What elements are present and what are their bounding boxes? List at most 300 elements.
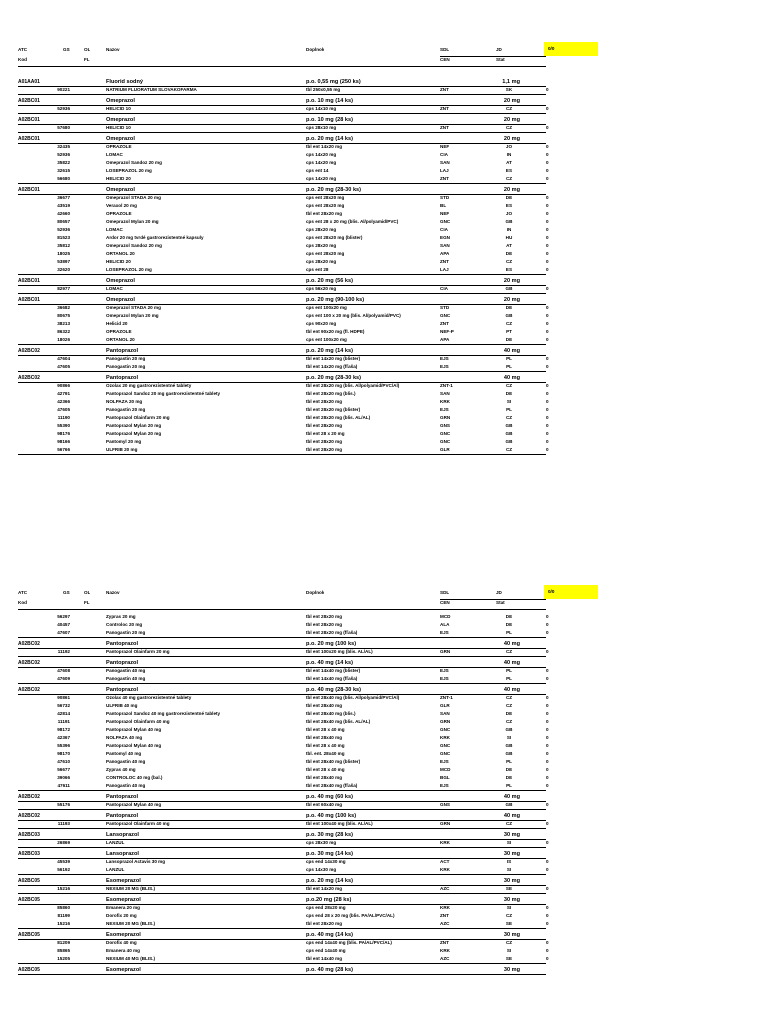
flag-value: 0	[546, 940, 549, 945]
flag-value: 0	[546, 305, 549, 310]
holder-code: AZC	[440, 956, 450, 961]
flag-value: 0	[546, 243, 549, 248]
flag-value: 0	[546, 956, 549, 961]
product-row	[0, 912, 768, 920]
daily-dose: 40 mg	[503, 813, 520, 819]
flag-value: 0	[546, 695, 549, 700]
product-code: 42791	[57, 391, 70, 396]
product-code: 42366	[57, 399, 70, 404]
product-row	[0, 430, 768, 438]
product-name: LANZUL	[106, 867, 125, 872]
product-row	[0, 750, 768, 758]
country-code: GB	[505, 219, 513, 224]
product-name: HELICID 10	[106, 106, 131, 111]
atc-code: A02BC01	[18, 98, 40, 104]
product-row	[0, 328, 768, 336]
product-row	[0, 820, 768, 828]
product-row	[0, 422, 768, 430]
flag-value: 0	[546, 859, 549, 864]
holder-code: CIA	[440, 286, 448, 291]
product-row	[0, 774, 768, 782]
product-code: 38213	[57, 321, 70, 326]
atc-code: A02BC05	[18, 878, 40, 884]
flag-value: 0	[546, 921, 549, 926]
package-info: cps ent 100x20 mg	[306, 337, 347, 342]
dosage-info: p.o. 40 mg (14 ks)	[306, 932, 353, 938]
flag-value: 0	[546, 211, 549, 216]
holder-code: GRN	[440, 649, 451, 654]
holder-code: GNC	[440, 431, 451, 436]
product-row	[0, 766, 768, 774]
sdl-header: SDL	[440, 47, 450, 52]
holder-code: ZNT	[440, 176, 449, 181]
country-code: CZ	[505, 106, 513, 111]
daily-dose: 40 mg	[503, 687, 520, 693]
dosage-info: p.o. 40 mg (14 ks)	[306, 660, 353, 666]
package-info: tbl ent 28x20 mg	[306, 399, 342, 404]
holder-code: GLR	[440, 703, 450, 708]
holder-code: SAN	[440, 711, 450, 716]
flag-value: 0	[546, 840, 549, 845]
package-info: tbl ent 100x40 mg (blis. AL/AL)	[306, 821, 373, 826]
product-name: Pantomyl 20 mg	[106, 439, 142, 444]
country-code: SI	[506, 867, 512, 872]
flag-value: 0	[546, 125, 549, 130]
product-row	[0, 250, 768, 258]
country-code: CZ	[505, 176, 513, 181]
product-row	[0, 858, 768, 866]
kod-header: Kod	[18, 600, 27, 605]
product-row	[0, 143, 768, 151]
holder-code: NEF	[440, 211, 450, 216]
holder-code: GNC	[440, 751, 451, 756]
product-name: Pantoprazol Olainfarm 40 mg	[106, 719, 170, 724]
product-code: 47605	[57, 407, 70, 412]
product-row	[0, 866, 768, 874]
product-name: NOLPAZA 40 mg	[106, 735, 143, 740]
stat-header: Stat	[496, 600, 505, 605]
dosage-info: p.o. 20 mg (28-30 ks)	[306, 187, 362, 193]
daily-dose: 30 mg	[503, 932, 520, 938]
country-code: DE	[505, 711, 513, 716]
country-code: SI	[506, 399, 512, 404]
package-info: tbl ent 28x20 mg (blister)	[306, 407, 361, 412]
daily-dose: 30 mg	[503, 897, 520, 903]
holder-code: KRK	[440, 948, 450, 953]
product-code: 47607	[57, 630, 70, 635]
dosage-info: p.o. 10 mg (14 ks)	[306, 98, 353, 104]
group-end-divider	[18, 656, 546, 657]
product-name: Emanera 20 mg	[106, 905, 140, 910]
product-row	[0, 167, 768, 175]
substance-name: Lansoprazol	[106, 851, 139, 857]
divider	[440, 56, 546, 57]
daily-dose: 40 mg	[503, 348, 520, 354]
group-header-row	[0, 659, 768, 667]
flag-value: 0	[546, 219, 549, 224]
product-code: 81199	[57, 913, 70, 918]
product-row	[0, 336, 768, 344]
package-info: tbl ent 28x20 mg (fľaša)	[306, 630, 358, 635]
product-name: Zypras 20 mg	[106, 614, 136, 619]
package-info: tbl ent 28x20 mg	[306, 439, 342, 444]
product-row	[0, 801, 768, 809]
flag-value: 0	[546, 364, 549, 369]
holder-code: KRK	[440, 867, 450, 872]
package-info: tbl ent 28x20 mg	[306, 423, 342, 428]
package-info: cps ent 28x20 mg	[306, 251, 345, 256]
holder-code: EJS	[440, 407, 449, 412]
flag-value: 0	[546, 719, 549, 724]
country-code: PL	[506, 759, 512, 764]
product-code: 39066	[57, 775, 70, 780]
group-end-divider	[18, 183, 546, 184]
country-code: JO	[505, 211, 513, 216]
country-code: CZ	[505, 821, 513, 826]
product-name: Pantoprazol Mylan 20 mg	[106, 431, 162, 436]
product-name: Panogastin 40 mg	[106, 783, 146, 788]
country-code: SE	[505, 921, 513, 926]
country-code: SK	[505, 87, 513, 92]
substance-name: Pantoprazol	[106, 375, 139, 381]
daily-dose: 30 mg	[503, 967, 520, 973]
product-row	[0, 194, 768, 202]
country-code: PT	[506, 329, 512, 334]
product-name: Dorofix 40 mg	[106, 940, 137, 945]
flag-value: 0	[546, 329, 549, 334]
product-code: 36682	[57, 305, 70, 310]
flag-value: 0	[546, 337, 549, 342]
holder-code: AZC	[440, 921, 450, 926]
holder-code: GNC	[440, 219, 451, 224]
product-row	[0, 446, 768, 454]
package-info: tbl ent 28x20 mg	[306, 447, 342, 452]
product-row	[0, 718, 768, 726]
product-name: NOLPAZA 20 mg	[106, 399, 143, 404]
country-code: IN	[506, 227, 512, 232]
holder-code: SAN	[440, 391, 450, 396]
product-row	[0, 648, 768, 656]
atc-code: A02BC05	[18, 967, 40, 973]
product-row	[0, 363, 768, 371]
product-row	[0, 414, 768, 422]
package-info: tbl ent 14x20 mg (blister)	[306, 356, 361, 361]
holder-code: KRK	[440, 905, 450, 910]
country-code: ES	[505, 203, 513, 208]
product-code: 36677	[57, 195, 70, 200]
product-name: Panogastin 40 mg	[106, 668, 146, 673]
product-name: Lansoprazol Actavis 30 mg	[106, 859, 166, 864]
flag-value: 0	[546, 948, 549, 953]
substance-name: Omeprazol	[106, 136, 135, 142]
flag-value: 0	[546, 176, 549, 181]
package-info: tbl ent 28 x 20 mg	[306, 431, 345, 436]
dosage-info: p.o. 20 mg (14 ks)	[306, 136, 353, 142]
holder-code: EJS	[440, 364, 449, 369]
country-code: IN	[506, 152, 512, 157]
product-code: 47608	[57, 668, 70, 673]
country-code: CZ	[505, 719, 513, 724]
product-code: 56732	[57, 703, 70, 708]
flag-value: 0	[546, 727, 549, 732]
product-name: ULFRIB 40 mg	[106, 703, 138, 708]
holder-code: NEF	[440, 144, 450, 149]
flag-value: 0	[546, 802, 549, 807]
atc-code: A02BC02	[18, 348, 40, 354]
holder-code: SAN	[440, 160, 450, 165]
daily-dose: 20 mg	[503, 278, 520, 284]
holder-code: GRN	[440, 719, 451, 724]
ol-header: OL	[84, 590, 91, 595]
country-code: GB	[505, 423, 513, 428]
flag-value: 0	[546, 886, 549, 891]
product-name: Pantoprazol Olainfarm 40 mg	[106, 821, 170, 826]
package-info: tbl ent 14x20 mg	[306, 886, 342, 891]
product-name: Omeprazol STADA 20 mg	[106, 195, 161, 200]
country-code: CZ	[505, 703, 513, 708]
daily-dose: 20 mg	[503, 136, 520, 142]
flag-value: 0	[546, 676, 549, 681]
product-name: NEXIUM 40 MG (BLIS.)	[106, 956, 156, 961]
daily-dose: 30 mg	[503, 832, 520, 838]
package-info: tbl ent 28x20 mg	[306, 622, 342, 627]
country-code: DE	[505, 195, 513, 200]
flag-value: 0	[546, 711, 549, 716]
holder-code: KRK	[440, 735, 450, 740]
product-code: 35822	[57, 160, 70, 165]
group-header-row	[0, 186, 768, 194]
product-row	[0, 406, 768, 414]
holder-code: GNC	[440, 313, 451, 318]
product-name: Panogastin 20 mg	[106, 630, 146, 635]
flag-value: 0	[546, 227, 549, 232]
substance-name: Omeprazol	[106, 117, 135, 123]
flag-value: 0	[546, 630, 549, 635]
product-row	[0, 390, 768, 398]
group-end-divider	[18, 809, 546, 810]
product-code: 42367	[57, 735, 70, 740]
product-row	[0, 86, 768, 94]
package-info: cps ent 28x20 mg	[306, 203, 345, 208]
product-code: 80657	[57, 219, 70, 224]
substance-name: Esomeprazol	[106, 897, 141, 903]
product-code: 18025	[57, 251, 70, 256]
substance-name: Lansoprazol	[106, 832, 139, 838]
flag-value: 0	[546, 152, 549, 157]
substance-name: Esomeprazol	[106, 878, 141, 884]
product-row	[0, 947, 768, 955]
package-info: cps end 28 x 20 mg (blis. PA/AL/PVC/AL)	[306, 913, 395, 918]
holder-code: GNC	[440, 743, 451, 748]
jd-header: JD	[496, 47, 502, 52]
flag-value: 0	[546, 286, 549, 291]
dosage-info: p.o. 0,55 mg (250 ks)	[306, 79, 361, 85]
product-name: Ozolax 40 mg gastrorezistentné tablety	[106, 695, 192, 700]
product-name: Veraxol 20 mg	[106, 203, 137, 208]
group-end-divider	[18, 963, 546, 964]
flag-value: 0	[546, 743, 549, 748]
package-info: tbl ent 14x40 mg (fľaša)	[306, 676, 358, 681]
substance-name: Omeprazol	[106, 297, 135, 303]
daily-dose: 20 mg	[503, 98, 520, 104]
atc-code: A02BC02	[18, 375, 40, 381]
group-header-row	[0, 850, 768, 858]
flag-value: 0	[546, 251, 549, 256]
product-name: Panogastin 40 mg	[106, 676, 146, 681]
product-name: Pantoprazol Sandoz 20 mg gastrorezistentné tablety	[106, 391, 221, 396]
holder-code: GLR	[440, 447, 450, 452]
group-end-divider	[18, 293, 546, 294]
product-name: Pantoprazol Olainfarm 20 mg	[106, 415, 170, 420]
gs-header: GS	[63, 590, 70, 595]
product-code: 90861	[57, 695, 70, 700]
product-name: Helicid 20	[106, 321, 128, 326]
group-end-divider	[18, 683, 546, 684]
fl-header: FL	[84, 600, 90, 605]
product-row	[0, 613, 768, 621]
group-end-divider	[18, 874, 546, 875]
doplnok-header: Doplnok	[306, 47, 325, 52]
holder-code: ZNT	[440, 940, 449, 945]
product-row	[0, 202, 768, 210]
group-end-divider	[18, 847, 546, 848]
dosage-info: p.o. 20 mg (14 ks)	[306, 878, 353, 884]
group-end-divider	[18, 928, 546, 929]
product-code: 42660	[57, 211, 70, 216]
holder-code: EGN	[440, 235, 450, 240]
group-header-row	[0, 347, 768, 355]
product-row	[0, 667, 768, 675]
holder-code: ZNT	[440, 106, 449, 111]
product-row	[0, 782, 768, 790]
package-info: cps ent 14	[306, 168, 329, 173]
product-row	[0, 675, 768, 683]
product-row	[0, 159, 768, 167]
package-info: tbl ent 28x20 mg	[306, 614, 342, 619]
holder-code: ZNT-1	[440, 695, 453, 700]
group-header-row	[0, 78, 768, 86]
dosage-info: p.o. 10 mg (28 ks)	[306, 117, 353, 123]
country-code: AT	[506, 160, 512, 165]
country-code: SE	[505, 956, 513, 961]
cen-header: CEN	[440, 57, 450, 62]
country-code: SI	[506, 905, 512, 910]
sdl-header: SDL	[440, 590, 450, 595]
group-end-divider	[18, 790, 546, 791]
atc-code: A02BC03	[18, 851, 40, 857]
flag-value: 0	[546, 313, 549, 318]
product-code: 43519	[57, 203, 70, 208]
package-info: tbl ent 14x40 mg	[306, 956, 342, 961]
country-code: IS	[506, 859, 512, 864]
country-code: GB	[505, 751, 513, 756]
country-code: CZ	[505, 649, 513, 654]
substance-name: Fluorid sodný	[106, 79, 143, 85]
gs-header: GS	[63, 47, 70, 52]
package-info: tbl ent 28x40 mg (fľaša)	[306, 783, 358, 788]
product-code: 42814	[57, 711, 70, 716]
holder-code: KRK	[440, 399, 450, 404]
product-name: ORTANOL 20	[106, 337, 135, 342]
product-code: 15216	[57, 886, 70, 891]
product-code: 98176	[57, 431, 70, 436]
product-code: 55396	[57, 743, 70, 748]
package-info: cps 28x20 mg	[306, 243, 337, 248]
country-code: PL	[506, 356, 512, 361]
country-code: PL	[506, 630, 512, 635]
group-header-row	[0, 931, 768, 939]
country-code: SI	[506, 948, 512, 953]
country-code: CZ	[505, 415, 513, 420]
group-end-divider	[18, 132, 546, 133]
group-header-row	[0, 896, 768, 904]
dosage-info: p.o. 40 mg (60 ks)	[306, 794, 353, 800]
kod-header: Kod	[18, 57, 27, 62]
package-info: cps 14x20 mg	[306, 160, 337, 165]
product-code: 98166	[57, 439, 70, 444]
product-row	[0, 621, 768, 629]
holder-code: GNC	[440, 439, 451, 444]
package-info: cps ent 28 x 20 mg (blis. Al/polyamid/PVC)	[306, 219, 399, 224]
dosage-info: p.o. 20 mg (100 ks)	[306, 641, 357, 647]
holder-code: NEF-P	[440, 329, 454, 334]
atc-code: A02BC02	[18, 641, 40, 647]
dosage-info: p.o. 30 mg (14 ks)	[306, 851, 353, 857]
product-name: Panogastin 40 mg	[106, 759, 146, 764]
daily-dose: 1,1 mg	[502, 79, 520, 85]
group-header-row	[0, 135, 768, 143]
product-row	[0, 124, 768, 132]
group-header-row	[0, 116, 768, 124]
product-name: Omeprazol Sandoz 20 mg	[106, 243, 162, 248]
product-code: 56677	[57, 767, 70, 772]
flag-value: 0	[546, 267, 549, 272]
product-row	[0, 355, 768, 363]
holder-code: ACT	[440, 859, 450, 864]
ol-header: OL	[84, 47, 91, 52]
product-name: Pantoprazol Mylan 40 mg	[106, 802, 162, 807]
package-info: tbl ent 28 x 40 mg	[306, 767, 345, 772]
holder-code: ZNT	[440, 321, 449, 326]
product-row	[0, 382, 768, 390]
package-info: cps 14x20 mg	[306, 152, 337, 157]
row-divider	[18, 974, 546, 975]
package-info: cps 14x20 mg	[306, 176, 337, 181]
product-code: 98172	[57, 727, 70, 732]
package-info: cps end 28x20 mg	[306, 905, 346, 910]
product-code: 26869	[57, 840, 70, 845]
product-code: 40457	[57, 622, 70, 627]
product-name: Panogastin 20 mg	[106, 407, 146, 412]
country-code: DE	[505, 622, 513, 627]
daily-dose: 20 mg	[503, 187, 520, 193]
package-info: cps end 14x30 mg	[306, 859, 346, 864]
substance-name: Pantoprazol	[106, 794, 139, 800]
country-code: CZ	[505, 447, 513, 452]
package-info: tbl ent 28x20 mg	[306, 921, 342, 926]
country-code: PL	[506, 668, 512, 673]
product-code: 15205	[57, 956, 70, 961]
country-code: CZ	[505, 125, 513, 130]
product-name: LOMAC	[106, 227, 123, 232]
holder-code: APA	[440, 251, 450, 256]
package-info: cps ent 28x20 mg	[306, 195, 345, 200]
package-info: cps 14x10 mg	[306, 106, 337, 111]
daily-dose: 40 mg	[503, 660, 520, 666]
flag-value: 0	[546, 614, 549, 619]
country-code: PL	[506, 783, 512, 788]
holder-code: EJS	[440, 630, 449, 635]
